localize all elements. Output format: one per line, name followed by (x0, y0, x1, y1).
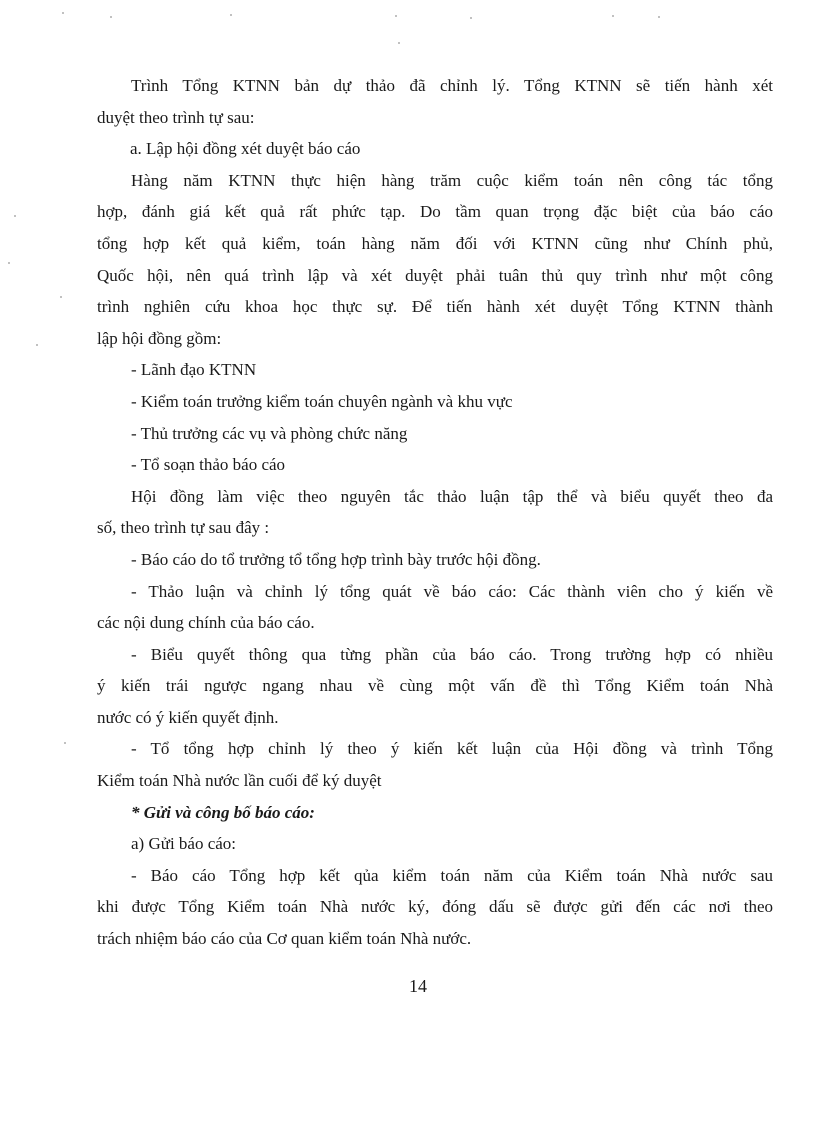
scan-speck (64, 742, 66, 744)
text-line: - Báo cáo Tổng hợp kết qủa kiểm toán năm của Kiểm toán Nhà nước sau (131, 865, 773, 885)
section-heading: * Gửi và công bố báo cáo: (131, 802, 315, 822)
scan-speck (612, 15, 614, 17)
scan-speck (62, 12, 64, 14)
document-body (97, 70, 773, 955)
text-line: các nội dung chính của báo cáo. (97, 613, 315, 633)
text-line: Trình Tổng KTNN bản dự thảo đã chỉnh lý. Tổng KTNN sẽ tiến hành xét (131, 76, 773, 95)
text-line: số, theo trình tự sau đây : (97, 518, 270, 538)
page-number: 14 (409, 976, 427, 996)
list-item: - Tổ soạn thảo báo cáo (131, 455, 286, 475)
text-line: - Biểu quyết thông qua từng phần của báo cáo. Trong trường hợp có nhiều (131, 644, 773, 664)
scan-speck (60, 296, 62, 298)
list-item: - Lãnh đạo KTNN (131, 360, 257, 380)
text-line: khi được Tổng Kiểm toán Nhà nước ký, đóng dấu sẽ được gửi đến các nơi theo (97, 897, 773, 917)
text-line: trình nghiên cứu khoa học thực sự. Để tiến hành xét duyệt Tổng KTNN thành (97, 297, 773, 317)
scan-speck (658, 16, 660, 18)
scan-speck (398, 42, 400, 44)
list-item: - Báo cáo do tổ trưởng tổ tổng hợp trình bày trước hội đồng. (131, 549, 541, 569)
scan-speck (395, 15, 397, 17)
text-line: ý kiến trái ngược ngang nhau về cùng một vấn đề thì Tổng Kiểm toán Nhà (97, 676, 773, 696)
scan-speck (14, 215, 16, 217)
text-line: tổng hợp kết quả kiểm, toán hàng năm đối với KTNN cũng như Chính phủ, (97, 233, 773, 253)
scan-speck (110, 16, 112, 18)
text-line: Kiểm toán Nhà nước lần cuối để ký duyệt (97, 771, 382, 791)
text-line: hợp, đánh giá kết quả rất phức tạp. Do tầm quan trọng đặc biệt của báo cáo (97, 202, 773, 222)
scan-speck (230, 14, 232, 16)
text-line: duyệt theo trình tự sau: (97, 107, 255, 127)
list-item: - Kiểm toán trưởng kiểm toán chuyên ngành và khu vực (131, 391, 513, 411)
text-line: - Thảo luận và chỉnh lý tổng quát về báo cáo: Các thành viên cho ý kiến về (131, 581, 773, 601)
text-line: Hàng năm KTNN thực hiện hàng trăm cuộc kiểm toán nên công tác tổng (131, 170, 773, 190)
text-line: trách nhiệm báo cáo của Cơ quan kiểm toán Nhà nước. (97, 929, 472, 949)
scan-speck (36, 344, 38, 346)
text-line: Quốc hội, nên quá trình lập và xét duyệt phải tuân thủ quy trình như một công (97, 265, 773, 285)
scan-speck (8, 262, 10, 264)
text-line: - Tổ tổng hợp chỉnh lý theo ý kiến kết luận của Hội đồng và trình Tổng (131, 739, 773, 759)
text-line: lập hội đồng gồm: (97, 328, 222, 348)
section-heading: a. Lập hội đồng xét duyệt báo cáo (130, 139, 361, 159)
scan-speck (470, 17, 472, 19)
subsection-heading: a) Gửi báo cáo: (131, 834, 237, 854)
list-item: - Thủ trưởng các vụ và phòng chức năng (131, 423, 408, 443)
text-line: Hội đồng làm việc theo nguyên tắc thảo luận tập thể và biểu quyết theo đa (131, 486, 773, 506)
text-line: nước có ý kiến quyết định. (97, 707, 279, 727)
